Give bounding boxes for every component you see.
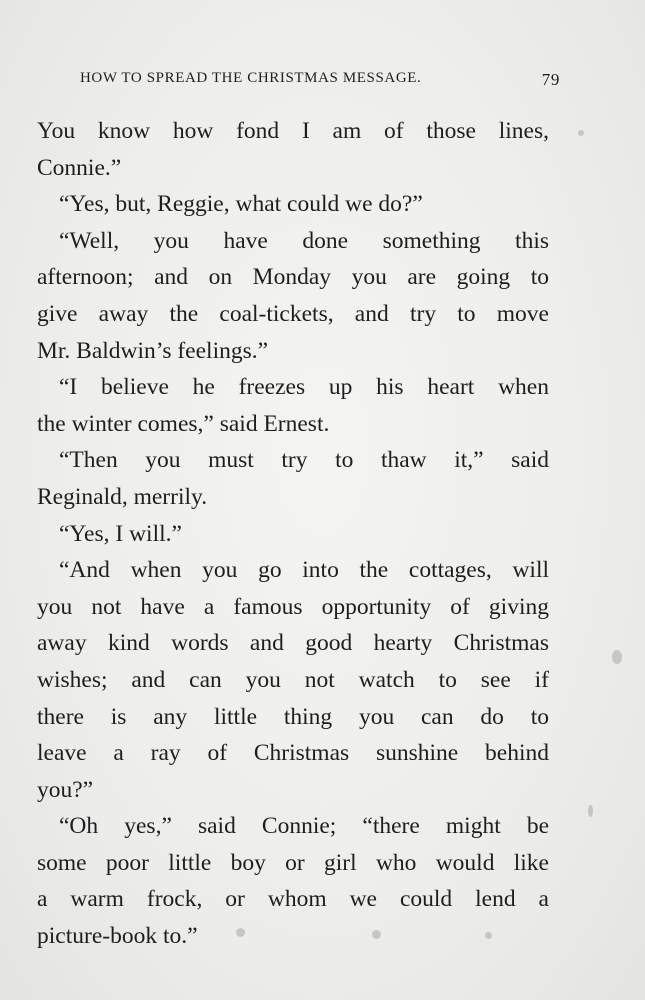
text-line: there is any little thing you can do to	[37, 703, 549, 730]
text-line: give away the coal-tickets, and try to move	[37, 300, 549, 327]
text-line: “And when you go into the cottages, will	[59, 557, 549, 584]
paper-speck	[578, 130, 584, 136]
text-line: picture-book to.”	[37, 923, 198, 950]
text-line: Mr. Baldwin’s feelings.”	[37, 337, 269, 364]
text-line: “Yes, but, Reggie, what could we do?”	[59, 191, 423, 218]
text-line: “Well, you have done something this	[59, 227, 549, 254]
text-line: the winter comes,” said Ernest.	[37, 410, 330, 437]
text-line: “Then you must try to thaw it,” said	[59, 447, 549, 474]
text-line: afternoon; and on Monday you are going to	[37, 264, 549, 291]
text-line: leave a ray of Christmas sunshine behind	[37, 740, 549, 767]
page-header	[80, 70, 560, 94]
body-text	[37, 113, 549, 955]
page-number: 79	[541, 70, 560, 89]
text-line: “Oh yes,” said Connie; “there might be	[59, 813, 549, 840]
paper-speck	[588, 805, 593, 817]
paper-speck	[612, 650, 622, 664]
running-title: HOW TO SPREAD THE CHRISTMAS MESSAGE.	[80, 70, 422, 86]
text-line: “I believe he freezes up his heart when	[59, 374, 549, 401]
text-line: a warm frock, or whom we could lend a	[37, 886, 549, 913]
text-line: “Yes, I will.”	[59, 520, 182, 547]
text-line: you not have a famous opportunity of giving	[37, 593, 549, 620]
text-line: you?”	[37, 776, 94, 803]
text-line: some poor little boy or girl who would like	[37, 849, 549, 876]
text-line: Reginald, merrily.	[37, 483, 208, 510]
text-line: Connie.”	[37, 154, 122, 181]
text-line: away kind words and good hearty Christmas	[37, 630, 549, 657]
text-line: wishes; and can you not watch to see if	[37, 666, 549, 693]
text-line: You know how fond I am of those lines,	[37, 118, 549, 144]
